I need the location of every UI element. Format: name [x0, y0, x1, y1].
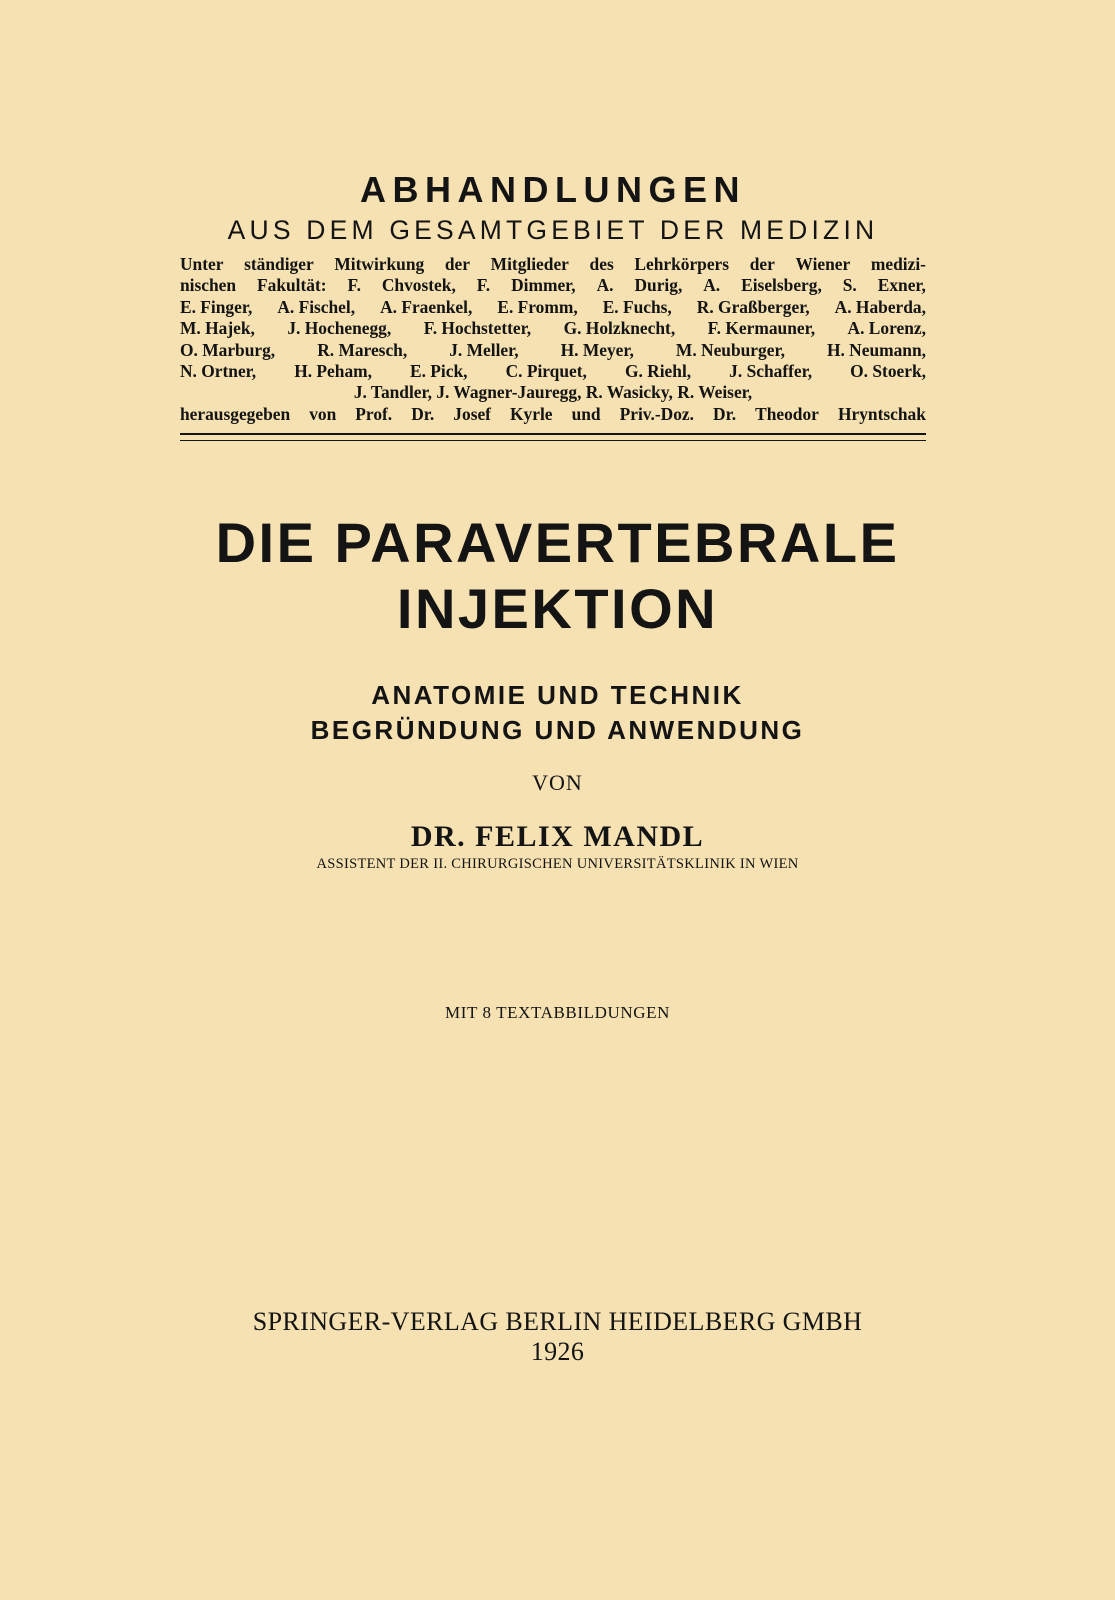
contributor-text: F. Kermauner, [707, 318, 816, 339]
publisher-name: SPRINGER-VERLAG BERLIN HEIDELBERG GMBH [252, 1307, 863, 1336]
contributor-text: Kyrle [510, 403, 553, 424]
contributor-line [180, 275, 926, 296]
contributor-text: Josef [453, 403, 491, 424]
contributor-text: ständiger [244, 254, 314, 274]
series-subtitle: AUS DEM GESAMTGEBIET DER MEDIZIN [227, 215, 879, 245]
contributor-text: Eiselsberg, [741, 275, 822, 296]
contributor-text: G. Riehl, [624, 361, 692, 382]
contributor-text: Durig, [634, 275, 683, 296]
contributor-text: Lehrkörpers [634, 254, 730, 274]
contributor-text: Dimmer, [511, 275, 576, 296]
contributor-text: J. Meller, [449, 339, 519, 360]
contributor-text: Prof. [355, 403, 393, 424]
contributor-line [180, 382, 926, 403]
by-line: VON [532, 770, 583, 795]
contributor-line [180, 340, 926, 361]
publication-year: 1926 [530, 1337, 585, 1366]
contributor-text: Priv.-Doz. [619, 403, 694, 424]
contributor-text: R. Graßberger, [696, 296, 810, 317]
contributor-text: des [589, 254, 614, 274]
contributor-text: Dr. [713, 403, 737, 424]
contributor-text: Dr. [411, 403, 435, 424]
contributor-text: C. Pirquet, [505, 361, 587, 382]
contributor-text: der [444, 254, 470, 274]
series-title: ABHANDLUNGEN [360, 169, 746, 210]
author-affiliation: ASSISTENT DER II. CHIRURGISCHEN UNIVERSITÄTSKLINIK IN WIEN [316, 856, 799, 872]
contributor-text: Exner, [877, 275, 926, 296]
contributor-text: J. Schaffer, [729, 361, 813, 382]
contributor-line [180, 361, 926, 382]
contributor-text: E. Fromm, [497, 296, 578, 317]
double-rule-divider [180, 433, 926, 441]
contributor-text: F. [476, 275, 491, 296]
contributor-text: F. Hochstetter, [423, 318, 532, 339]
contributor-text: Mitglieder [490, 254, 569, 274]
contributor-text: Wiener [795, 254, 851, 274]
contributor-text: nischen [180, 275, 237, 296]
book-subtitle [120, 678, 995, 748]
contributor-text: J. Hochenegg, [287, 318, 392, 339]
contributor-text: S. [842, 275, 857, 296]
contributor-line [180, 404, 926, 425]
contributor-text: A. [596, 275, 614, 296]
contributor-text: J. Tandler, J. Wagner-Jauregg, R. Wasicky, R. Weiser, [353, 382, 753, 403]
contributor-line [180, 297, 926, 318]
contributor-text: medizi- [870, 254, 926, 274]
book-title-line-1: DIE PARAVERTEBRALE [215, 511, 900, 574]
contributor-text: H. Meyer, [560, 339, 634, 360]
contributors-list [180, 254, 926, 425]
book-subtitle-line-2: BEGRÜNDUNG UND ANWENDUNG [310, 715, 805, 745]
contributor-text: A. Haberda, [834, 296, 926, 317]
contributor-text: H. Peham, [294, 361, 372, 382]
contributor-text: und [571, 403, 601, 424]
contributor-text: N. Ortner, [180, 361, 257, 382]
author-name: DR. FELIX MANDL [410, 820, 705, 853]
contributor-text: Theodor [755, 403, 819, 424]
contributor-text: F. [347, 275, 361, 296]
contributor-text: Hryntschak [837, 403, 926, 424]
contributor-text: E. Fuchs, [602, 296, 672, 317]
figures-note: MIT 8 TEXTABBILDUNGEN [445, 1003, 670, 1022]
contributor-text: G. Holzknecht, [563, 318, 676, 339]
contributor-text: M. Neuburger, [675, 339, 785, 360]
book-title [120, 510, 995, 642]
book-subtitle-line-1: ANATOMIE UND TECHNIK [371, 680, 744, 710]
contributor-text: A. [703, 275, 721, 296]
contributor-text: M. Hajek, [180, 318, 255, 339]
contributor-text: Mitwirkung [334, 254, 425, 274]
contributor-text: Unter [180, 254, 224, 274]
contributor-text: O. Stoerk, [850, 361, 926, 382]
contributor-text: von [309, 403, 337, 424]
contributor-line [180, 254, 926, 275]
contributor-text: der [749, 254, 775, 274]
contributor-text: R. Maresch, [317, 339, 408, 360]
contributor-text: E. Pick, [410, 361, 468, 382]
contributor-text: herausgegeben [180, 403, 291, 424]
contributor-text: A. Lorenz, [847, 318, 926, 339]
contributor-text: O. Marburg, [180, 339, 276, 360]
contributor-text: E. Finger, [180, 296, 253, 317]
series-header [180, 170, 926, 441]
contributor-text: H. Neumann, [826, 339, 926, 360]
contributor-text: Chvostek, [381, 275, 456, 296]
contributor-text: A. Fraenkel, [380, 296, 473, 317]
publisher-imprint [0, 1307, 1115, 1367]
contributor-text: A. Fischel, [277, 296, 356, 317]
book-title-line-2: INJEKTION [396, 577, 719, 640]
contributor-text: Fakultät: [257, 275, 327, 296]
contributor-line [180, 318, 926, 339]
